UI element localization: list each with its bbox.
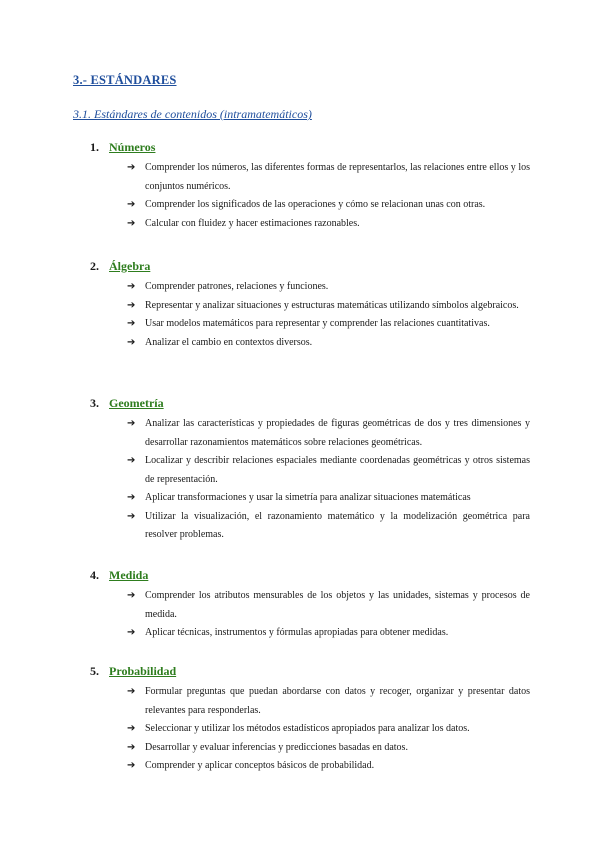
topic-heading — [90, 139, 530, 155]
topic-medida — [90, 567, 530, 643]
topic-items — [90, 278, 530, 352]
item-text: Aplicar técnicas, instrumentos y fórmulas apropiadas para obtener medidas. — [145, 627, 449, 638]
section-title: 3.- ESTÁNDARES — [73, 73, 177, 87]
item-text: Utilizar la visualización, el razonamiento matemático y la modelización geométrica para resolver problemas. — [145, 510, 530, 540]
list-item — [90, 452, 530, 489]
item-text: Comprender patrones, relaciones y funciones. — [145, 281, 329, 292]
item-text: Localizar y describir relaciones espaciales mediante coordenadas geométricas y otros sistemas de representación. — [145, 455, 530, 485]
topic-label: Probabilidad — [109, 664, 177, 678]
topic-number: 5. — [90, 664, 99, 678]
topic-number: 4. — [90, 568, 99, 582]
list-item — [90, 720, 530, 739]
list-item — [90, 508, 530, 545]
arrow-right-icon: ➔ — [127, 627, 136, 638]
list-item — [90, 196, 530, 215]
arrow-right-icon: ➔ — [127, 199, 136, 210]
topic-label: Álgebra — [109, 259, 151, 273]
topic-algebra — [90, 258, 530, 352]
arrow-right-icon: ➔ — [127, 741, 136, 753]
list-item — [90, 415, 530, 452]
list-item — [90, 624, 530, 643]
arrow-right-icon: ➔ — [127, 455, 136, 466]
list-item — [90, 489, 530, 508]
topic-heading — [90, 258, 530, 274]
item-text: Calcular con fluidez y hacer estimaciones razonables. — [145, 217, 360, 229]
item-text: Analizar el cambio en contextos diversos. — [145, 336, 313, 348]
topic-geometria — [90, 395, 530, 545]
topic-number: 3. — [90, 396, 99, 410]
item-text: Usar modelos matemáticos para representar y comprender las relaciones cuantitativas. — [145, 318, 490, 329]
topic-heading — [90, 567, 530, 583]
topic-items — [90, 415, 530, 545]
topic-items — [90, 587, 530, 643]
topic-number: 2. — [90, 259, 99, 273]
arrow-right-icon: ➔ — [127, 299, 136, 311]
topic-heading — [90, 395, 530, 411]
topic-items — [90, 683, 530, 776]
item-text: Desarrollar y evaluar inferencias y predicciones basadas en datos. — [145, 741, 408, 753]
arrow-right-icon: ➔ — [127, 760, 136, 771]
topic-number: 1. — [90, 140, 99, 154]
list-item — [90, 297, 530, 316]
arrow-right-icon: ➔ — [127, 318, 136, 329]
arrow-right-icon: ➔ — [127, 281, 136, 292]
topic-probabilidad — [90, 663, 530, 776]
item-text: Representar y analizar situaciones y estructuras matemáticas utilizando símbolos algebraicos. — [145, 299, 519, 311]
arrow-right-icon: ➔ — [127, 418, 136, 429]
list-item — [90, 315, 530, 334]
topic-label: Números — [109, 140, 156, 154]
topic-items — [90, 159, 530, 233]
item-text: Comprender los números, las diferentes formas de representarlos, las relaciones entre ellos y los conjuntos numéricos. — [145, 162, 530, 192]
arrow-right-icon: ➔ — [127, 590, 136, 601]
arrow-right-icon: ➔ — [127, 217, 136, 229]
arrow-right-icon: ➔ — [127, 492, 136, 503]
item-text: Seleccionar y utilizar los métodos estadísticos apropiados para analizar los datos. — [145, 723, 470, 734]
list-item — [90, 334, 530, 353]
list-item — [90, 587, 530, 624]
topic-label: Medida — [109, 568, 149, 582]
item-text: Aplicar transformaciones y usar la simetría para analizar situaciones matemáticas — [145, 492, 471, 503]
list-item — [90, 683, 530, 720]
list-item — [90, 215, 530, 234]
arrow-right-icon: ➔ — [127, 510, 136, 522]
arrow-right-icon: ➔ — [127, 162, 136, 173]
subsection-title: 3.1. Estándares de contenidos (intramatemáticos) — [73, 107, 312, 121]
item-text: Analizar las características y propiedades de figuras geométricas de dos y tres dimensiones y desarrollar razonamientos matemáticos sobre relaciones geométricas. — [145, 418, 530, 448]
arrow-right-icon: ➔ — [127, 723, 136, 734]
arrow-right-icon: ➔ — [127, 686, 136, 697]
topic-heading — [90, 663, 530, 679]
list-item — [90, 739, 530, 758]
item-text: Comprender y aplicar conceptos básicos de probabilidad. — [145, 760, 375, 771]
list-item — [90, 159, 530, 196]
item-text: Formular preguntas que puedan abordarse con datos y recoger, organizar y presentar datos relevantes para responderlas. — [145, 686, 530, 716]
item-text: Comprender los significados de las operaciones y cómo se relacionan unas con otras. — [145, 199, 486, 210]
list-item — [90, 757, 530, 776]
item-text: Comprender los atributos mensurables de los objetos y las unidades, sistemas y procesos de medida. — [145, 590, 530, 620]
topic-numeros — [90, 139, 530, 233]
arrow-right-icon: ➔ — [127, 336, 136, 348]
topic-label: Geometría — [109, 396, 164, 410]
list-item — [90, 278, 530, 297]
